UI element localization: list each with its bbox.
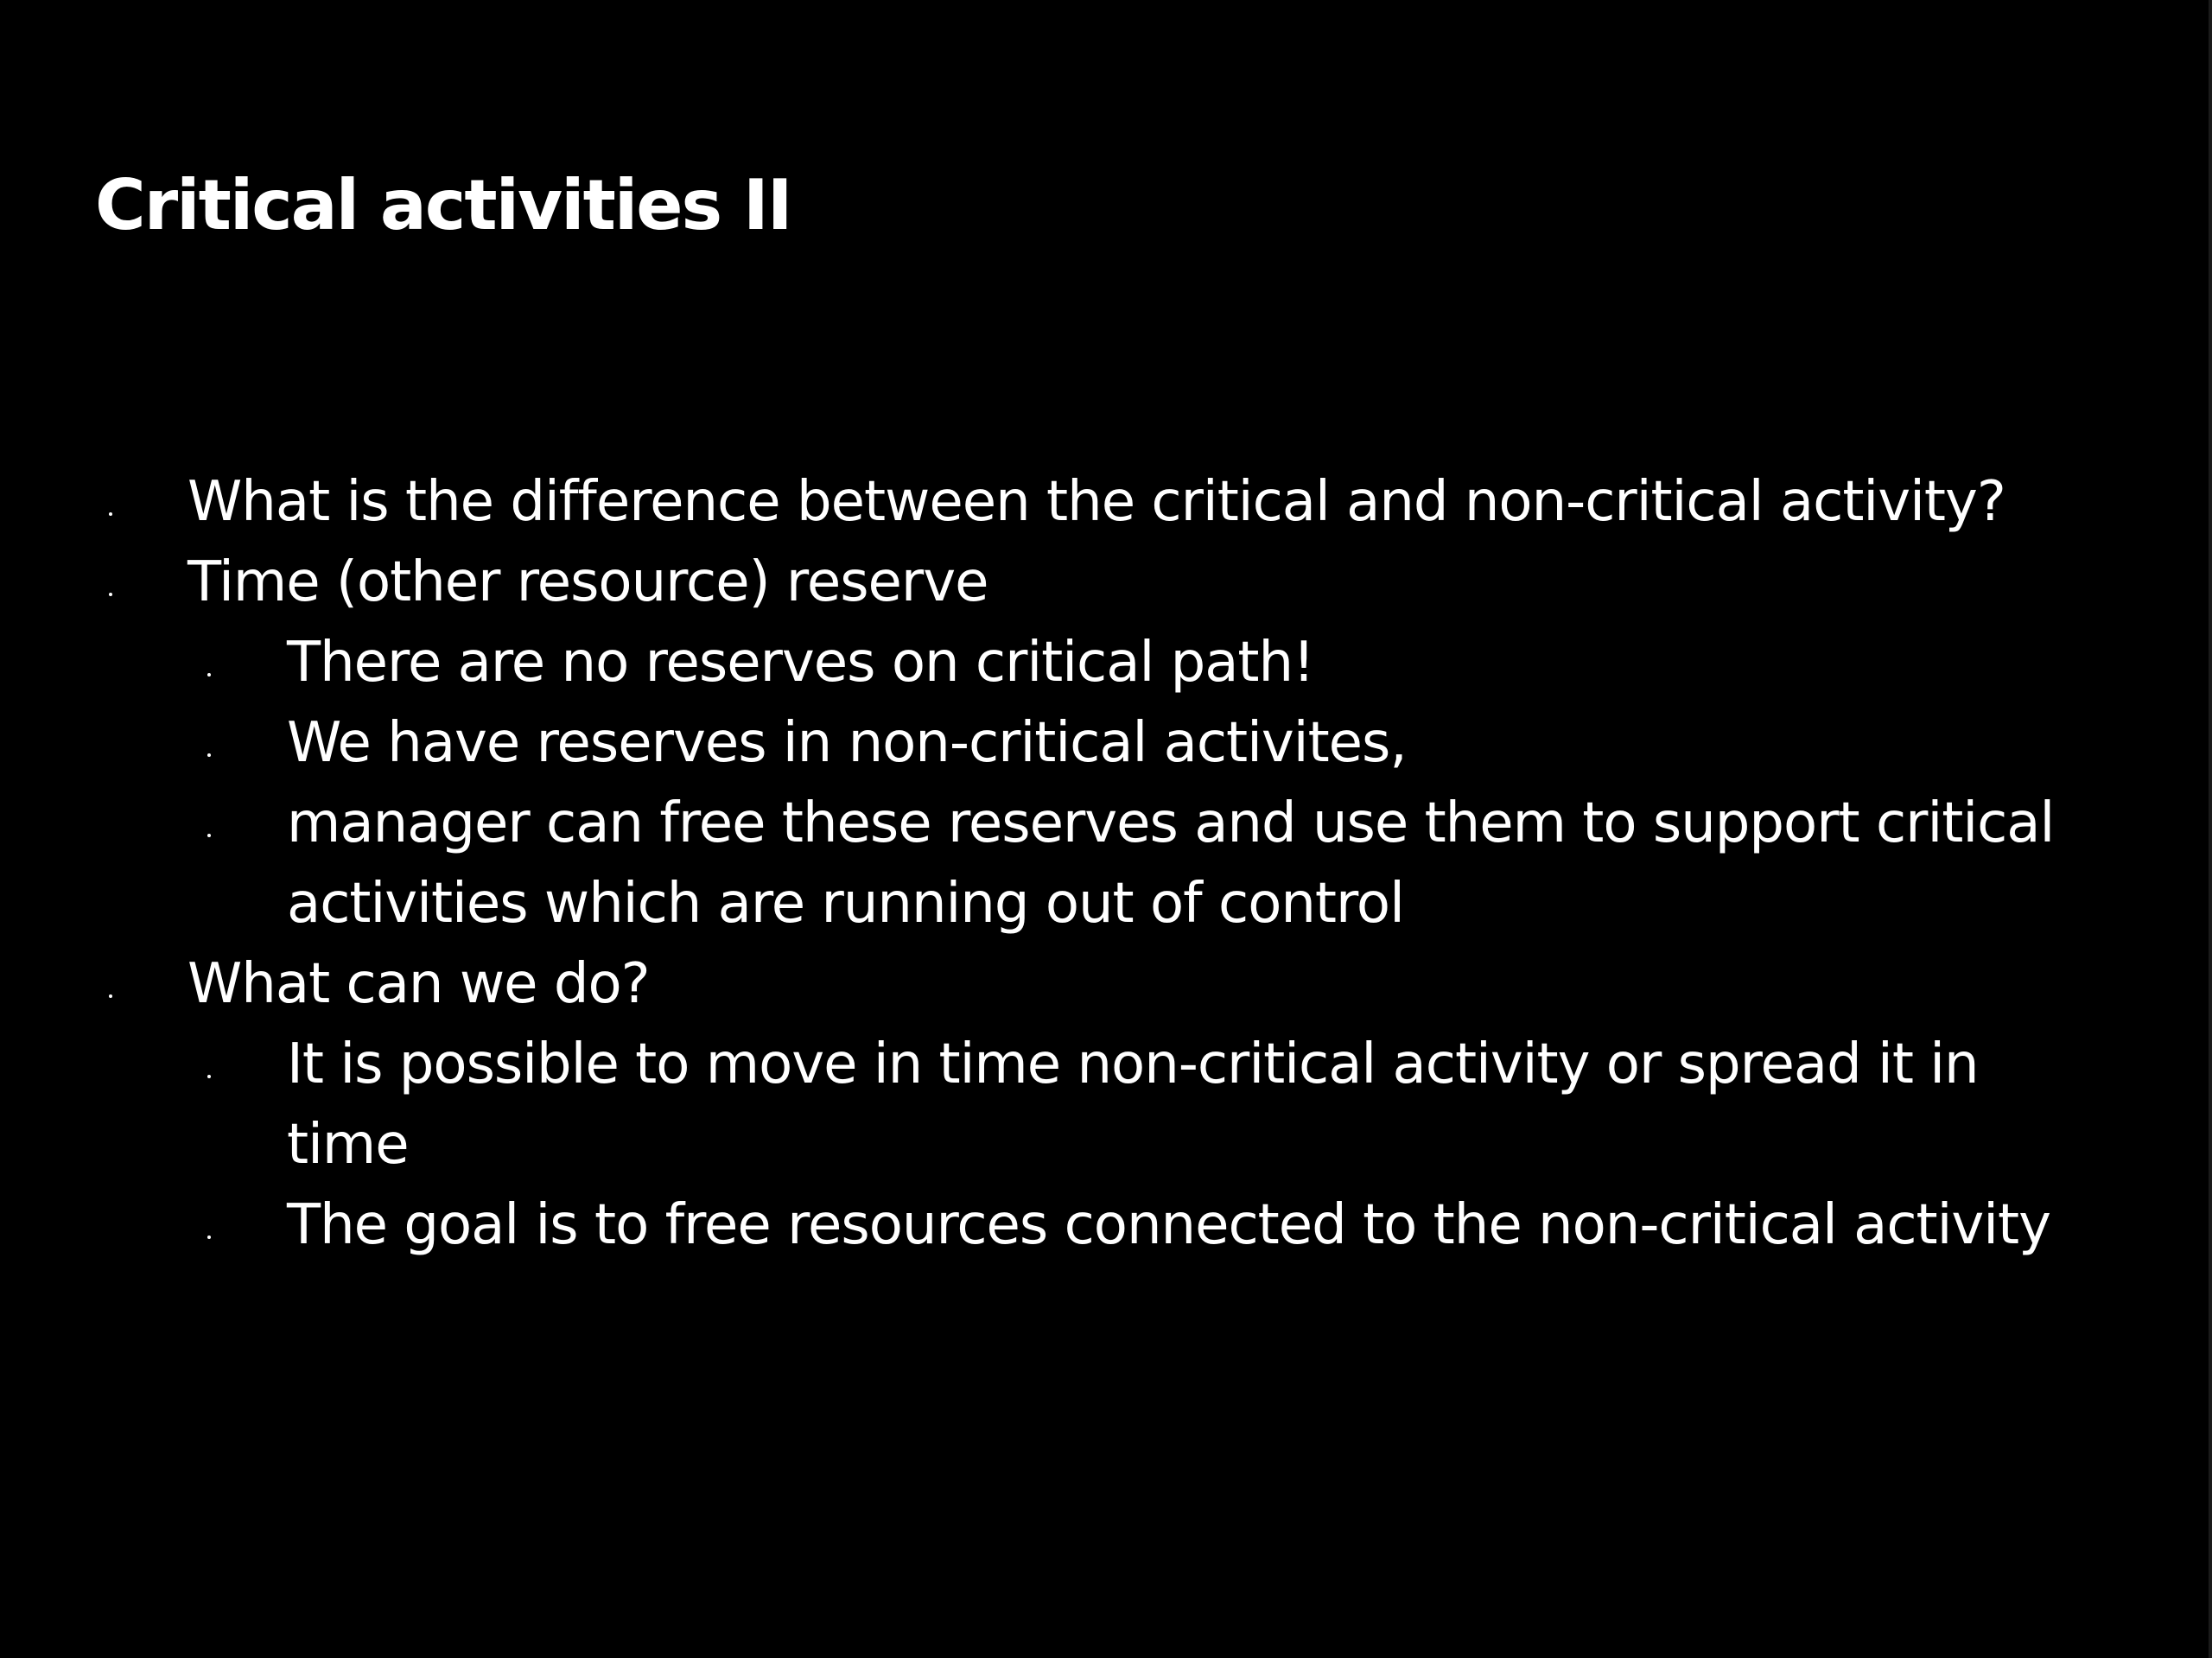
sub-bullet-item	[95, 623, 2117, 703]
bullet-dot-icon	[109, 512, 112, 516]
bullet-text: What can we do?	[188, 952, 650, 1016]
sub-bullet-text: There are no reserves on critical path!	[287, 631, 1314, 695]
sub-bullet-text: manager can free these reserves and use them to support critical activities which are running out of control	[287, 791, 2055, 936]
bullet-dot-icon	[207, 834, 211, 837]
sub-bullet-item	[95, 1025, 2117, 1185]
sub-bullet-text: We have reserves in non-critical activites,	[287, 711, 1407, 775]
sub-bullet-item	[95, 703, 2117, 784]
bullet-dot-icon	[207, 1236, 211, 1239]
bullet-dot-icon	[207, 753, 211, 757]
bullet-dot-icon	[207, 1075, 211, 1078]
bullet-dot-icon	[109, 593, 112, 596]
sub-bullet-item	[95, 1185, 2117, 1266]
bullet-item	[95, 462, 2117, 543]
sub-bullet-item	[95, 784, 2117, 944]
bullet-list	[95, 462, 2117, 1266]
right-edge-divider	[2209, 0, 2212, 1658]
bullet-text: What is the difference between the critical and non-critical activity?	[188, 470, 2005, 534]
sub-bullet-text: It is possible to move in time non-critical activity or spread it in time	[287, 1032, 1979, 1177]
bullet-dot-icon	[207, 673, 211, 677]
bullet-text: Time (other resource) reserve	[188, 550, 988, 614]
slide-title: Critical activities II	[95, 165, 791, 245]
bullet-dot-icon	[109, 994, 112, 998]
bullet-item	[95, 944, 2117, 1025]
sub-bullet-text: The goal is to free resources connected to the non-critical activity	[287, 1193, 2050, 1257]
bullet-item	[95, 543, 2117, 623]
